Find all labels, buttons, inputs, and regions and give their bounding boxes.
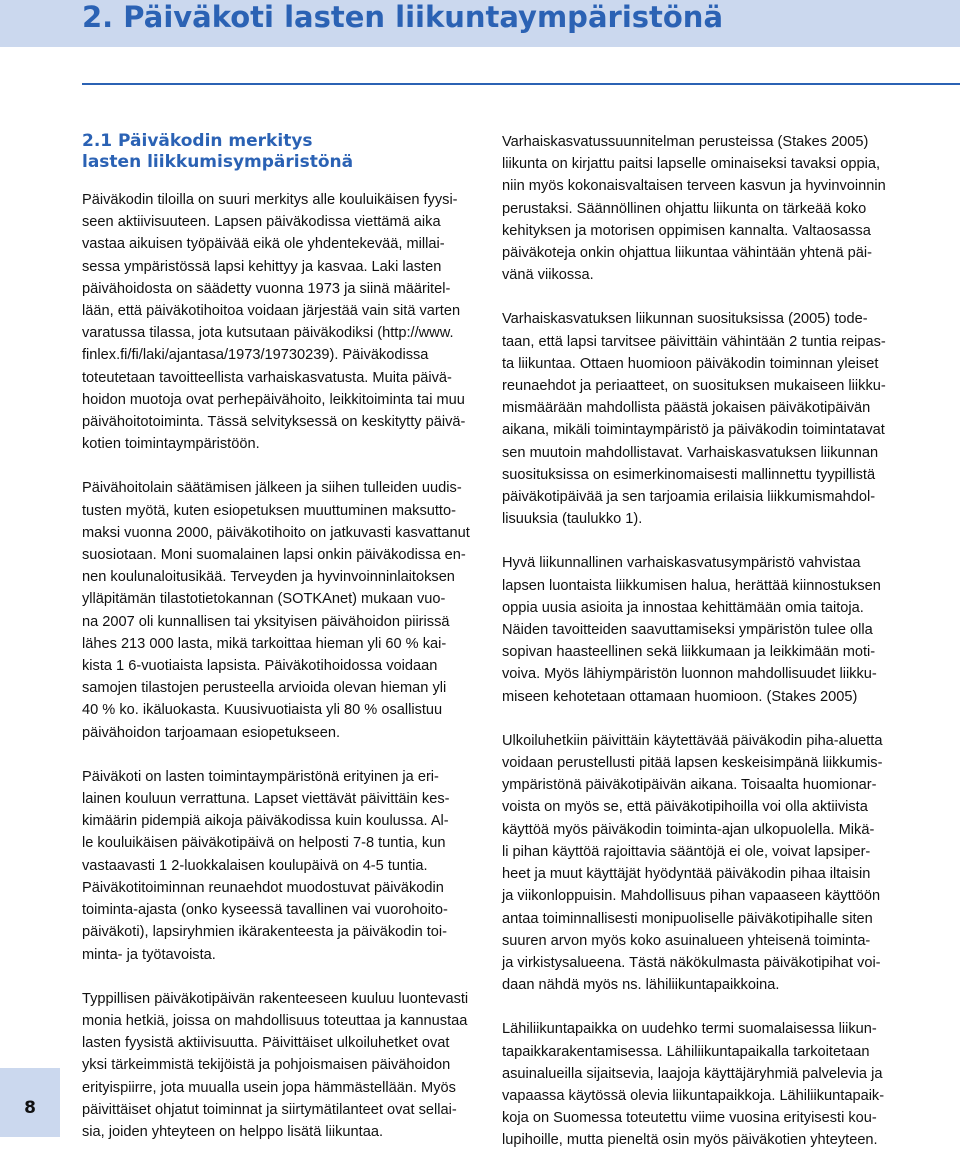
text-line: vapaassa käytössä olevia liikuntapaikkoja. Lähiliikuntapaik-: [502, 1087, 885, 1104]
text-line: kotien toimintaympäristöön.: [82, 436, 260, 453]
text-line: sessa ympäristössä lapsi kehittyy ja kasvaa. Laki lasten: [82, 258, 442, 275]
text-line: Päiväkoti on lasten toimintaympäristönä erityinen ja eri-: [82, 768, 439, 785]
text-line: päivähoitotoiminta. Tässä selvityksessä on keskitytty päivä-: [82, 414, 466, 431]
section-heading-line: 2.1 Päiväkodin merkitys: [82, 131, 313, 151]
text-line: miseen kehotetaan ottamaan huomioon. (Stakes 2005): [502, 688, 858, 705]
paragraph: [502, 131, 892, 286]
text-line: niin myös kokonaisvaltaisen terveen kasvun ja hyvinvoinnin: [502, 178, 886, 195]
text-line: heet ja muut käyttäjät hyödyntää päiväkodin pihaa iltaisin: [502, 866, 871, 883]
text-line: lapsen luontaista liikkumisen halua, herättää kiinnostuksen: [502, 577, 881, 594]
text-line: lupihoille, mutta pieneltä osin myös päiväkotien yhteyteen.: [502, 1132, 878, 1149]
text-line: tapaikkarakentamisessa. Lähiliikuntapaikalla tarkoitetaan: [502, 1043, 870, 1060]
text-line: koja on Suomessa toteutettu viime vuosina erityisesti kou-: [502, 1110, 877, 1127]
header-rule: [82, 83, 960, 85]
text-line: li pihan käyttöä rajoittavia sääntöjä ei ole, voivat lapsiper-: [502, 843, 871, 860]
text-line: Typpillisen päiväkotipäivän rakenteeseen kuuluu luontevasti: [82, 990, 469, 1007]
text-line: ylläpitämän tilastotietokannan (SOTKAnet) mukaan vuo-: [82, 591, 446, 608]
text-line: sen muutoin mahdollistavat. Varhaiskasvatuksen liikunnan: [502, 444, 879, 461]
text-line: Näiden tavoitteiden saavuttamiseksi ympäristön tulee olla: [502, 622, 873, 639]
text-line: kehityksen ja motorisen oppimisen kannalta. Valtaosassa: [502, 222, 871, 239]
text-line: käyttöä myös päiväkodin toiminta-ajan ulkopuolella. Mikä-: [502, 821, 875, 838]
paragraph: [82, 766, 472, 966]
text-line: vastaa aikuisen työpäivää eikä ole yhdentekevää, millai-: [82, 236, 445, 253]
paragraph: [502, 730, 892, 996]
text-line: Lähiliikuntapaikka on uudehko termi suomalaisessa liikun-: [502, 1021, 877, 1038]
text-line: päivittäiset ohjatut toiminnat ja siirtymätilanteet ovat sellai-: [82, 1101, 457, 1118]
text-line: lainen kouluun verrattuna. Lapset viettävät päivittäin kes-: [82, 791, 450, 808]
text-line: voista on myös se, että päiväkotipihoilla voi olla aktiivista: [502, 799, 868, 816]
text-line: päiväkoti), lapsiryhmien ikärakenteesta ja päiväkodin toi-: [82, 924, 448, 941]
text-line: nen koulunaloitusikää. Terveyden ja hyvinvoinninlaitoksen: [82, 569, 455, 586]
text-line: aikana, mikäli toimintaympäristö ja päiväkodin toimintatavat: [502, 422, 885, 439]
text-line: päivähoidosta on säädetty vuonna 1973 ja siinä määritel-: [82, 280, 451, 297]
text-line: mismäärään mahdollista päästä jokaisen päiväkotipäivän: [502, 400, 871, 417]
paragraph: [82, 189, 472, 455]
text-line: kista 1 6-vuotiaista lapsista. Päiväkotihoidossa voidaan: [82, 658, 438, 675]
text-line: tusten myötä, kuten esiopetuksen muuttuminen maksutto-: [82, 502, 456, 519]
text-line: Ulkoiluhetkiin päivittäin käytettävää päiväkodin piha-aluetta: [502, 732, 883, 749]
text-line: le kouluikäisen päiväkotipäivä on helposti 7-8 tuntia, kun: [82, 835, 446, 852]
text-line: toteutetaan tavoitteellista varhaiskasvatusta. Muita päivä-: [82, 369, 452, 386]
text-line: vänä viikossa.: [502, 267, 594, 284]
text-line: finlex.fi/fi/laki/ajantasa/1973/19730239). Päiväkodissa: [82, 347, 429, 364]
text-line: sopivan haasteellinen sekä liikkumaan ja leikkimään moti-: [502, 644, 876, 661]
paragraph: [82, 988, 472, 1143]
text-line: perustaksi. Säännöllinen ohjattu liikunta on tärkeää koko: [502, 200, 867, 217]
text-line: daan nähdä myös ns. lähiliikuntapaikkoina.: [502, 977, 780, 994]
text-line: Varhaiskasvatussuunnitelman perusteissa (Stakes 2005): [502, 134, 869, 150]
text-line: suosituksissa on esimerkinomaisesti mallinnettu tyypillistä: [502, 466, 876, 483]
text-line: ja virkistysalueena. Tästä näkökulmasta päiväkotipihat voi-: [502, 954, 881, 971]
chapter-title: 2. Päiväkoti lasten liikuntaympäristönä: [82, 0, 724, 34]
text-line: lisuuksia (taulukko 1).: [502, 511, 643, 528]
text-line: ta liikuntaa. Ottaen huomioon päiväkodin toiminnan yleiset: [502, 355, 879, 372]
text-line: Päiväkodin tiloilla on suuri merkitys alle kouluikäisen fyysi-: [82, 192, 458, 208]
text-line: antaa toiminnallisesti monipuoliselle päiväkotipihalle siten: [502, 910, 873, 927]
text-line: suosiotaan. Moni suomalainen lapsi onkin päiväkodissa en-: [82, 547, 466, 564]
text-line: seen aktiivisuuteen. Lapsen päiväkodissa viettämä aika: [82, 214, 441, 231]
text-line: Varhaiskasvatuksen liikunnan suosituksissa (2005) tode-: [502, 311, 868, 328]
text-line: asuinalueilla sijaitsevia, laajoja käyttäjäryhmiä palvelevia ja: [502, 1065, 883, 1082]
text-line: sia, joiden yhteyteen on helppo lisätä liikuntaa.: [82, 1123, 383, 1140]
text-line: monia hetkiä, joissa on mahdollisuus toteuttaa ja kannustaa: [82, 1012, 468, 1029]
text-line: Hyvä liikunnallinen varhaiskasvatusympäristö vahvistaa: [502, 555, 861, 572]
left-column: [82, 131, 472, 1165]
text-line: voidaan perustellusti pitää lapsen keskeisimpänä liikkumis-: [502, 755, 883, 772]
text-line: kimäärin pidempiä aikoja päiväkodissa kuin koulussa. Al-: [82, 813, 449, 830]
paragraph: [82, 477, 472, 743]
text-line: vastaavasti 1 2-luokkalaisen koulupäivä on 4-5 tuntia.: [82, 857, 428, 874]
text-line: reunaehdot ja periaatteet, on suosituksen mukaiseen liikku-: [502, 378, 886, 395]
page-number: 8: [24, 1098, 36, 1118]
text-line: varatussa tilassa, jota kutsutaan päiväkodiksi (http://www.: [82, 325, 454, 342]
text-line: Päiväkotitoiminnan reunaehdot muodostuvat päiväkodin: [82, 879, 444, 896]
paragraph: [502, 552, 892, 707]
paragraph: [502, 308, 892, 530]
text-line: voiva. Myös lähiympäristön luonnon mahdollisuudet liikku-: [502, 666, 877, 683]
text-line: päiväkoteja onkin ohjattua liikuntaa vähintään yhtenä päi-: [502, 245, 872, 262]
paragraph: [502, 1018, 892, 1151]
section-heading-line: lasten liikkumisympäristönä: [82, 152, 354, 172]
text-line: lasten fyysistä aktiivisuutta. Päivittäiset ulkoiluhetket ovat: [82, 1035, 450, 1052]
text-line: ympäristönä päiväkotipäivän aikana. Toisaalta huomionar-: [502, 777, 877, 794]
text-line: maksi vuonna 2000, päiväkotihoito on jatkuvasti kasvattanut: [82, 524, 470, 541]
right-column: [502, 131, 892, 1174]
text-line: päiväkotipäivää ja sen tarjoamia erilaisia liikkumismahdol-: [502, 489, 876, 506]
text-line: toiminta-ajasta (onko kyseessä tavallinen vai vuorohoito-: [82, 902, 448, 919]
text-line: päivähoidon tarjoamaan esiopetukseen.: [82, 724, 341, 741]
text-line: suuren arvon myös koko asuinalueen yhteisenä toiminta-: [502, 932, 871, 949]
text-line: samojen tilastojen perusteella arvioida olevan hieman yli: [82, 680, 447, 697]
text-line: minta- ja työtavoista.: [82, 946, 216, 963]
text-line: liikunta on kirjattu paitsi lapselle ominaiseksi tavaksi oppia,: [502, 156, 881, 173]
text-line: Päivähoitolain säätämisen jälkeen ja siihen tulleiden uudis-: [82, 480, 462, 497]
text-line: 40 % ko. ikäluokasta. Kuusivuotiaista yli 80 % osallistuu: [82, 702, 443, 719]
text-line: lään, että päiväkotihoitoa voidaan järjestää vain sitä varten: [82, 303, 461, 320]
text-line: taan, että lapsi tarvitsee päivittäin vähintään 2 tuntia reipas-: [502, 333, 886, 350]
right-paragraphs: [502, 131, 892, 1152]
text-line: erityispiirre, jota muualla usein jopa hämmästellään. Myös: [82, 1079, 456, 1096]
text-line: na 2007 oli kunnallisen tai yksityisen päivähoidon piirissä: [82, 613, 450, 630]
left-paragraphs: [82, 189, 472, 1143]
text-line: lähes 213 000 lasta, mikä tarkoittaa hieman yli 60 % kai-: [82, 635, 447, 652]
text-line: hoidon muotoja ovat perhepäivähoito, leikkitoiminta tai muu: [82, 391, 465, 408]
text-line: ja viikonloppuisin. Mahdollisuus pihan vapaaseen käyttöön: [502, 888, 881, 905]
text-line: oppia uusia asioita ja innostaa kehittämään omia taitoja.: [502, 599, 864, 616]
text-line: yksi tärkeimmistä tekijöistä ja pohjoismaisen päivähoidon: [82, 1057, 451, 1074]
section-heading: [82, 131, 472, 173]
